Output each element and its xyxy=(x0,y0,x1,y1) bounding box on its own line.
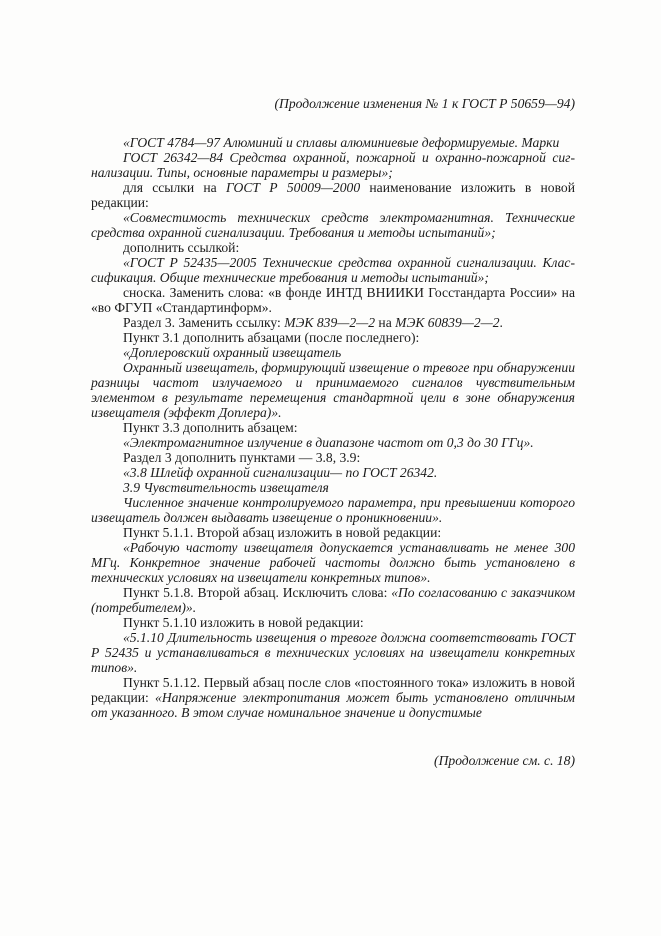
text-segment: МЭК 839—2—2 xyxy=(284,315,376,330)
text-segment: Пункт 3.3 дополнить абзацем: xyxy=(123,420,298,435)
text-segment: МЭК 60839—2—2 xyxy=(395,315,500,330)
text-segment: Пункт 5.1.1. Второй абзац изложить в новой редакции: xyxy=(123,525,442,540)
paragraph xyxy=(91,255,575,285)
paragraph xyxy=(91,525,575,540)
text-segment: «3.8 Шлейф охранной сигнализации— по ГОСТ 26342. xyxy=(123,465,438,480)
text-segment: «Рабочую частоту извещателя допускается устанавливать не менее 300 МГц. Конкретное значение рабочей частоты должно быть установлено в технических условиях на извещатели конкретных типов». xyxy=(91,540,575,585)
paragraph xyxy=(91,675,575,720)
paragraph xyxy=(91,360,575,420)
paragraph xyxy=(91,495,575,525)
text-segment: Охранный извещатель, формирующий извещение о тревоге при обнаружении разницы частот излучаемого и принимаемого сигналов чувствительным элементом в результате перемещения стандартной цели в зоне обнаружения извещателя (эффект Доплера)». xyxy=(91,360,575,420)
text-segment: Численное значение контролируемого параметра, при превышении которого извещатель должен выдавать извещение о проникновении». xyxy=(91,495,575,525)
text-segment: сноска. Заменить слова: «в фонде ИНТД ВНИИКИ Госстандарта России» на «во ФГУП «Стандартинформ». xyxy=(91,285,575,315)
paragraph xyxy=(91,240,575,255)
text-segment: «По согласованию с заказчиком (потребителем)». xyxy=(91,585,575,615)
text-segment: «ГОСТ Р 52435—2005 Технические средства охранной сигнализации. Классификация. Общие технические требования и методы испытаний»; xyxy=(91,255,575,285)
text-segment: «Электромагнитное излучение в диапазоне частот от 0,3 до 30 ГГц». xyxy=(123,435,534,450)
text-segment: «Напряжение электропитания может быть установлено отличным от указанного. В этом случае номинальное значение и допустимые xyxy=(91,690,575,720)
text-segment: Раздел 3 дополнить пунктами — 3.8, 3.9: xyxy=(123,450,361,465)
text-segment: «5.1.10 Длительность извещения о тревоге должна соответствовать ГОСТ Р 52435 и устанавливаться в технических условиях на извещатели конкретных типов». xyxy=(91,630,575,675)
text-segment: на xyxy=(375,315,396,330)
paragraph xyxy=(91,210,575,240)
text-segment: Пункт 3.1 дополнить абзацами (после последнего): xyxy=(123,330,420,345)
text-segment: . xyxy=(499,315,503,330)
text-segment: Пункт 5.1.8. Второй абзац. Исключить слова: xyxy=(123,585,392,600)
paragraph xyxy=(91,540,575,585)
paragraph xyxy=(91,615,575,630)
paragraph xyxy=(91,285,575,315)
text-segment: дополнить ссылкой: xyxy=(123,240,240,255)
paragraph xyxy=(91,480,575,495)
paragraph xyxy=(91,315,575,330)
paragraph xyxy=(91,420,575,435)
document-content xyxy=(91,96,575,720)
paragraph xyxy=(91,435,575,450)
text-segment: Пункт 5.1.12. Первый абзац после слов «постоянного тока» изложить в новой редакции: xyxy=(91,675,575,705)
text-segment: Пункт 5.1.10 изложить в новой редакции: xyxy=(123,615,364,630)
paragraph xyxy=(91,450,575,465)
paragraph xyxy=(91,465,575,480)
continuation-footer: (Продолжение см. с. 18) xyxy=(434,753,575,768)
document-body xyxy=(91,135,575,720)
paragraph xyxy=(91,180,575,210)
paragraph xyxy=(91,345,575,360)
text-segment: 3.9 Чувствительность извещателя xyxy=(123,480,329,495)
paragraph xyxy=(91,585,575,615)
text-segment: для ссылки на xyxy=(123,180,226,195)
text-segment: ГОСТ Р 50009—2000 xyxy=(225,180,361,195)
text-segment: наименование изложить в новой редакции: xyxy=(91,180,575,210)
running-header: (Продолжение изменения № 1 к ГОСТ Р 50659—94) xyxy=(274,96,575,111)
text-segment: «ГОСТ 4784—97 Алюминий и сплавы алюминиевые деформируемые. Марки xyxy=(123,135,560,150)
paragraph xyxy=(91,330,575,345)
text-segment: Раздел 3. Заменить ссылку: xyxy=(123,315,285,330)
text-segment: ГОСТ 26342—84 Средства охранной, пожарной и охранно-пожарной сигнализации. Типы, основные параметры и размеры»; xyxy=(91,150,575,180)
paragraph xyxy=(91,135,575,150)
text-segment: «Совместимость технических средств электромагнитная. Технические средства охранной сигнализации. Требования и методы испытаний»; xyxy=(91,210,575,240)
text-segment: «Доплеровский охранный извещатель xyxy=(123,345,342,360)
paragraph xyxy=(91,630,575,675)
paragraph xyxy=(91,150,575,180)
